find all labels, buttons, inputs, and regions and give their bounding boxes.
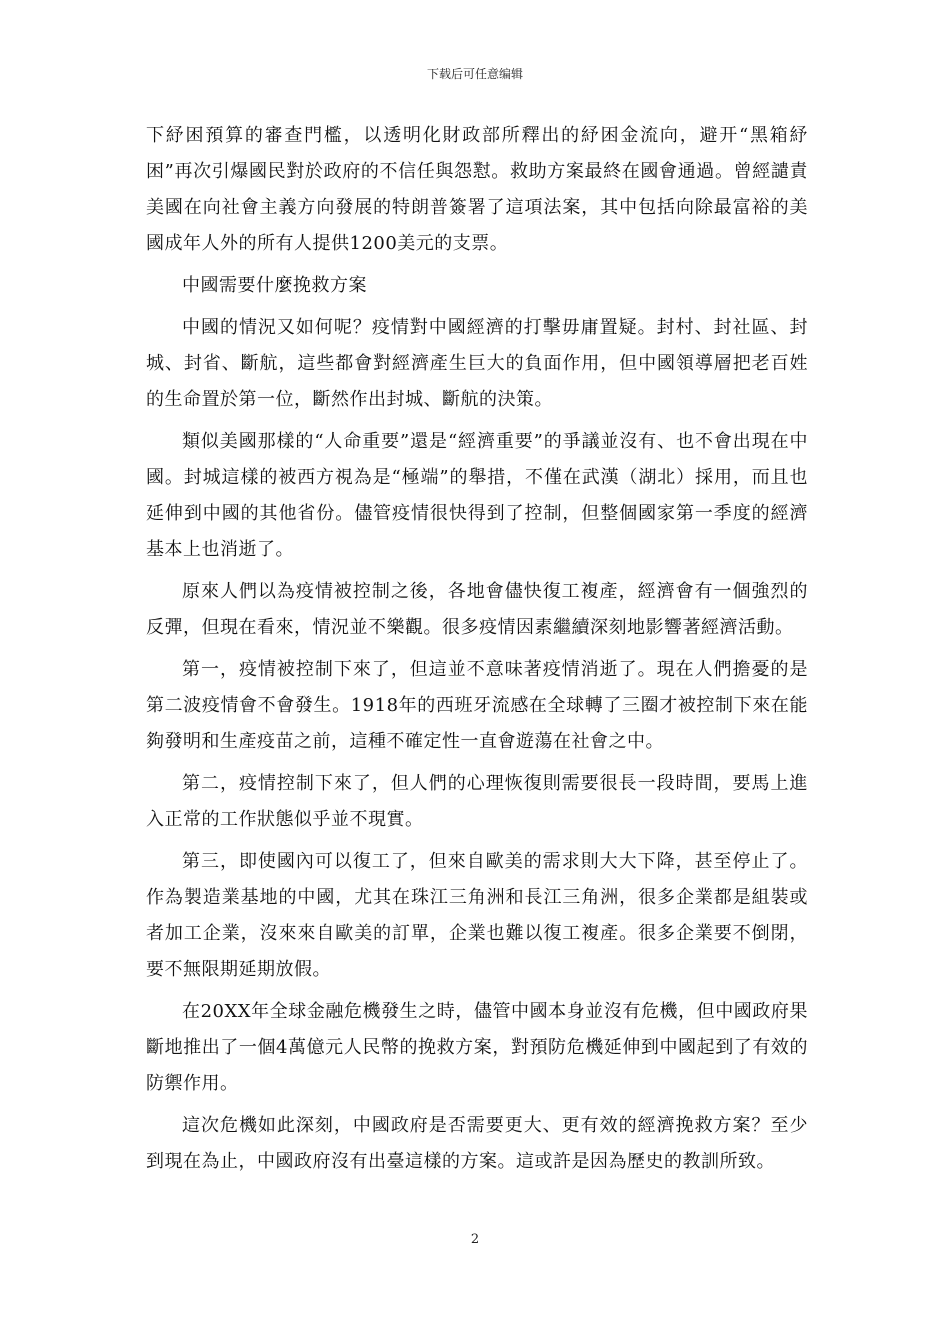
document-body xyxy=(146,118,808,1186)
section-heading: 中國需要什麼挽救方案 xyxy=(182,275,367,296)
paragraph-9: 這次危機如此深刻，中國政府是否需要更大、更有效的經濟挽救方案？至少到現在為止，中國政府沒有出臺這樣的方案。這或許是因為歷史的教訓所致。 xyxy=(146,1115,808,1172)
paragraph-7: 第三，即使國內可以復工了，但來自歐美的需求則大大下降，甚至停止了。作為製造業基地的中國，尤其在珠江三角洲和長江三角洲，很多企業都是組裝或者加工企業，沒來來自歐美的訂單，企業也難以復工複產。很多企業要不倒閉，要不無限期延期放假。 xyxy=(146,851,808,980)
paragraph-8: 在20XX年全球金融危機發生之時，儘管中國本身並沒有危機，但中國政府果斷地推出了一個4萬億元人民幣的挽救方案，對預防危機延伸到中國起到了有效的防禦作用。 xyxy=(146,1001,808,1094)
paragraph-4: 原來人們以為疫情被控制之後，各地會儘快復工複產，經濟會有一個強烈的反彈，但現在看來，情況並不樂觀。很多疫情因素繼續深刻地影響著經濟活動。 xyxy=(146,581,808,638)
paragraph-1: 下紓困預算的審查門檻，以透明化財政部所釋出的紓困金流向，避开“黑箱紓困”再次引爆國民對於政府的不信任與怨懟。救助方案最終在國會通過。曾經譴責美國在向社會主義方向發展的特朗普簽署了這項法案，其中包括向除最富裕的美國成年人外的所有人提供1200美元的支票。 xyxy=(146,125,808,254)
page-number: 2 xyxy=(470,1232,480,1247)
page-header: 下载后可任意编辑 xyxy=(426,67,523,81)
paragraph-6: 第二，疫情控制下來了，但人們的心理恢復則需要很長一段時間，要馬上進入正常的工作狀態似乎並不現實。 xyxy=(146,773,808,830)
paragraph-2: 中國的情況又如何呢？疫情對中國經濟的打擊毋庸置疑。封村、封社區、封城、封省、斷航，這些都會對經濟產生巨大的負面作用，但中國領導層把老百姓的生命置於第一位，斷然作出封城、斷航的決策。 xyxy=(146,317,808,410)
paragraph-5: 第一，疫情被控制下來了，但這並不意味著疫情消逝了。現在人們擔憂的是第二波疫情會不會發生。1918年的西班牙流感在全球轉了三圈才被控制下來在能夠發明和生產疫苗之前，這種不確定性一直會遊蕩在社會之中。 xyxy=(146,659,808,752)
paragraph-3: 類似美國那樣的“人命重要”還是“經濟重要”的爭議並沒有、也不會出現在中國。封城這樣的被西方視為是“極端”的舉措，不僅在武漢（湖北）採用，而且也延伸到中國的其他省份。儘管疫情很快得到了控制，但整個國家第一季度的經濟基本上也消逝了。 xyxy=(146,431,808,560)
